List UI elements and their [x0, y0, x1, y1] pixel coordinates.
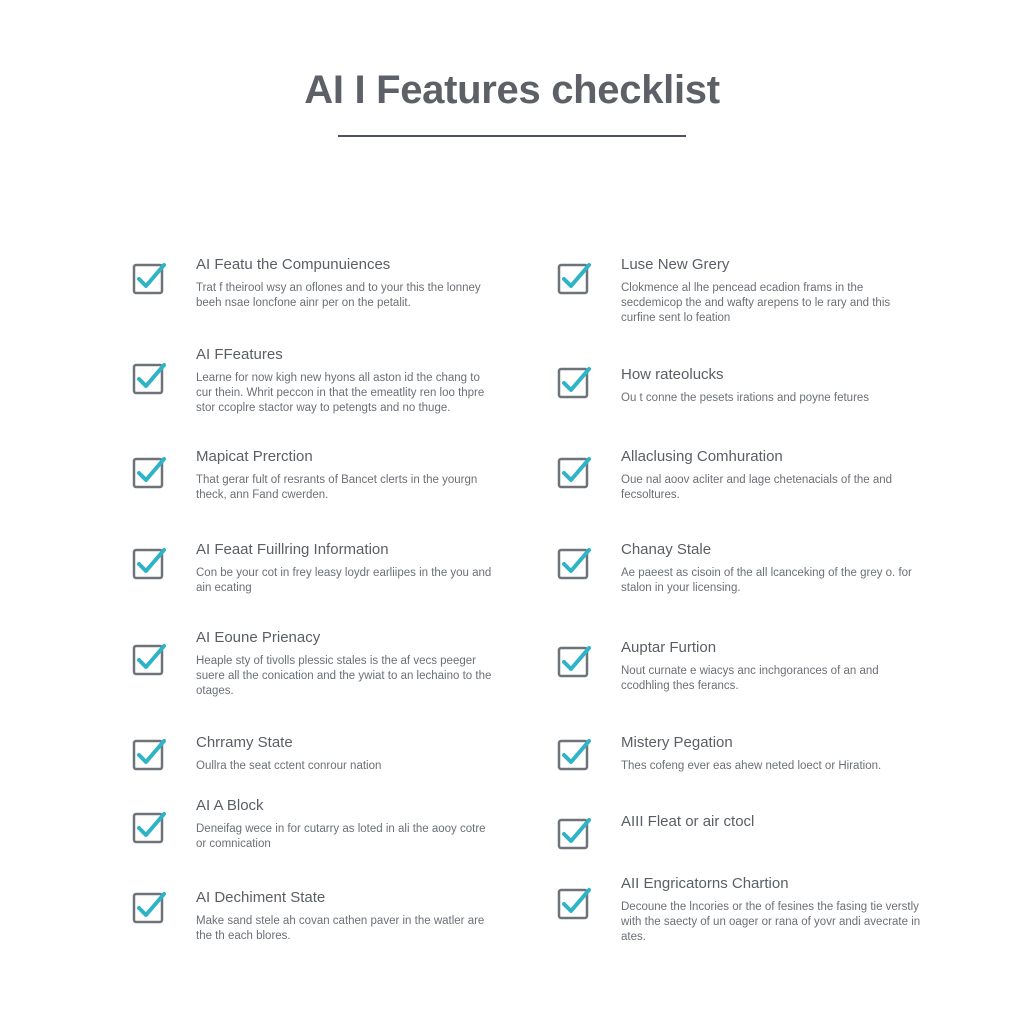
checklist-item-title: AI Eoune Prienacy — [196, 629, 321, 646]
checklist-item-description: Oue nal aoov acliter and lage chetenacials of the and fecsoltures. — [621, 474, 893, 501]
checked-checkbox-icon[interactable] — [131, 809, 167, 845]
checklist-item-description: Clokmence al lhe pencead ecadion frams in the secdemicop the and wafty arepens to le rary and this curfine sent lo feation — [621, 282, 891, 324]
checklist-item-text — [621, 813, 921, 838]
checklist-item-title: AI A Block — [196, 797, 264, 814]
checklist-item-text — [621, 256, 921, 326]
checklist-item-text — [196, 346, 496, 416]
checklist-item-description: Decoune the lncories or the of fesines the fasing tie verstly with the saecty of un oager or rana of yovr andi avecrate in ates. — [621, 901, 921, 943]
checked-checkbox-icon[interactable] — [556, 364, 592, 400]
checklist-item-text — [621, 366, 921, 406]
checklist-item-description: Heaple sty of tivolls plessic stales is the af vecs peeger suere all the conication and the ywiat to an lechaino to the otages. — [196, 655, 492, 697]
checklist-item-text — [621, 448, 921, 503]
checked-checkbox-icon[interactable] — [556, 885, 592, 921]
checklist-item-text — [621, 875, 921, 945]
checklist-item-description: Ae paeest as cisoin of the all lcanceking of the grey o. for stalon in your licensing. — [621, 567, 912, 594]
checklist-item-description: Deneifag wece in for cutarry as loted in ali the aooy cotre or comnication — [196, 823, 486, 850]
checklist-item-text — [621, 734, 921, 774]
checklist-item-title: Allaclusing Comhuration — [621, 448, 783, 465]
checklist-item-text — [196, 734, 496, 774]
checklist-item-description: Trat f theirool wsy an oflones and to your this the lonney beeh nsae loncfone ainr per on the petalit. — [196, 282, 481, 309]
checklist-item-description: Ou t conne the pesets irations and poyne fetures — [621, 392, 870, 404]
checklist-item-text — [196, 256, 496, 311]
checklist-item-description: That gerar fult of resrants of Bancet clerts in the yourgn theck, ann Fand cwerden. — [196, 474, 478, 501]
checked-checkbox-icon[interactable] — [556, 260, 592, 296]
page-title: AI I Features checklist — [304, 68, 720, 112]
title-underline — [338, 135, 686, 137]
checked-checkbox-icon[interactable] — [131, 545, 167, 581]
checklist-item-title: AIII Fleat or air ctocl — [621, 813, 755, 830]
checklist-item-title: Chrramy State — [196, 734, 293, 751]
checklist-item-text — [196, 889, 496, 944]
checklist-item-description: Thes cofeng ever eas ahew neted loect or Hiration. — [621, 760, 882, 772]
checklist-item-description: Con be your cot in frey leasy loydr earliipes in the you and ain ecating — [196, 567, 492, 594]
checked-checkbox-icon[interactable] — [556, 736, 592, 772]
checklist-item-description: Learne for now kigh new hyons all aston id the chang to cur thein. Whrit peccon in that the emeatlity ren loo thpre stor ccoplre stactor way to petengts and no thuge. — [196, 372, 485, 414]
checklist-item-text — [621, 541, 921, 596]
checked-checkbox-icon[interactable] — [131, 641, 167, 677]
checklist-item-description: Oullra the seat cctent conrour nation — [196, 760, 382, 772]
checklist-item-text — [196, 541, 496, 596]
checklist-item-title: How rateolucks — [621, 366, 724, 383]
checked-checkbox-icon[interactable] — [556, 815, 592, 851]
checklist-item-title: AI Feaat Fuillring Information — [196, 541, 389, 558]
checklist-item-title: Mapicat Prerction — [196, 448, 313, 465]
checklist-item-description: Nout curnate e wiacys anc inchgorances of an and ccodhling thes ferancs. — [621, 665, 879, 692]
checklist-item-title: AI FFeatures — [196, 346, 283, 363]
checklist-item-text — [196, 448, 496, 503]
checked-checkbox-icon[interactable] — [131, 260, 167, 296]
checked-checkbox-icon[interactable] — [556, 545, 592, 581]
checklist-item-title: AI Featu the Compunuiences — [196, 256, 391, 273]
checked-checkbox-icon[interactable] — [131, 360, 167, 396]
checklist-item-text — [196, 797, 496, 852]
checklist-item-title: AI Dechiment State — [196, 889, 326, 906]
checked-checkbox-icon[interactable] — [131, 454, 167, 490]
checklist-item-text — [196, 629, 496, 699]
checklist-item-description: Make sand stele ah covan cathen paver in the watler are the th each blores. — [196, 915, 485, 942]
checklist-item-title: Luse New Grery — [621, 256, 730, 273]
checklist-item-title: Mistery Pegation — [621, 734, 733, 751]
checked-checkbox-icon[interactable] — [556, 454, 592, 490]
checklist-item-text — [621, 639, 921, 694]
checked-checkbox-icon[interactable] — [556, 643, 592, 679]
checklist-item-title: Auptar Furtion — [621, 639, 717, 656]
checked-checkbox-icon[interactable] — [131, 736, 167, 772]
checklist-item-title: Chanay Stale — [621, 541, 712, 558]
checklist-item-title: AII Engricatorns Chartion — [621, 875, 789, 892]
checked-checkbox-icon[interactable] — [131, 889, 167, 925]
